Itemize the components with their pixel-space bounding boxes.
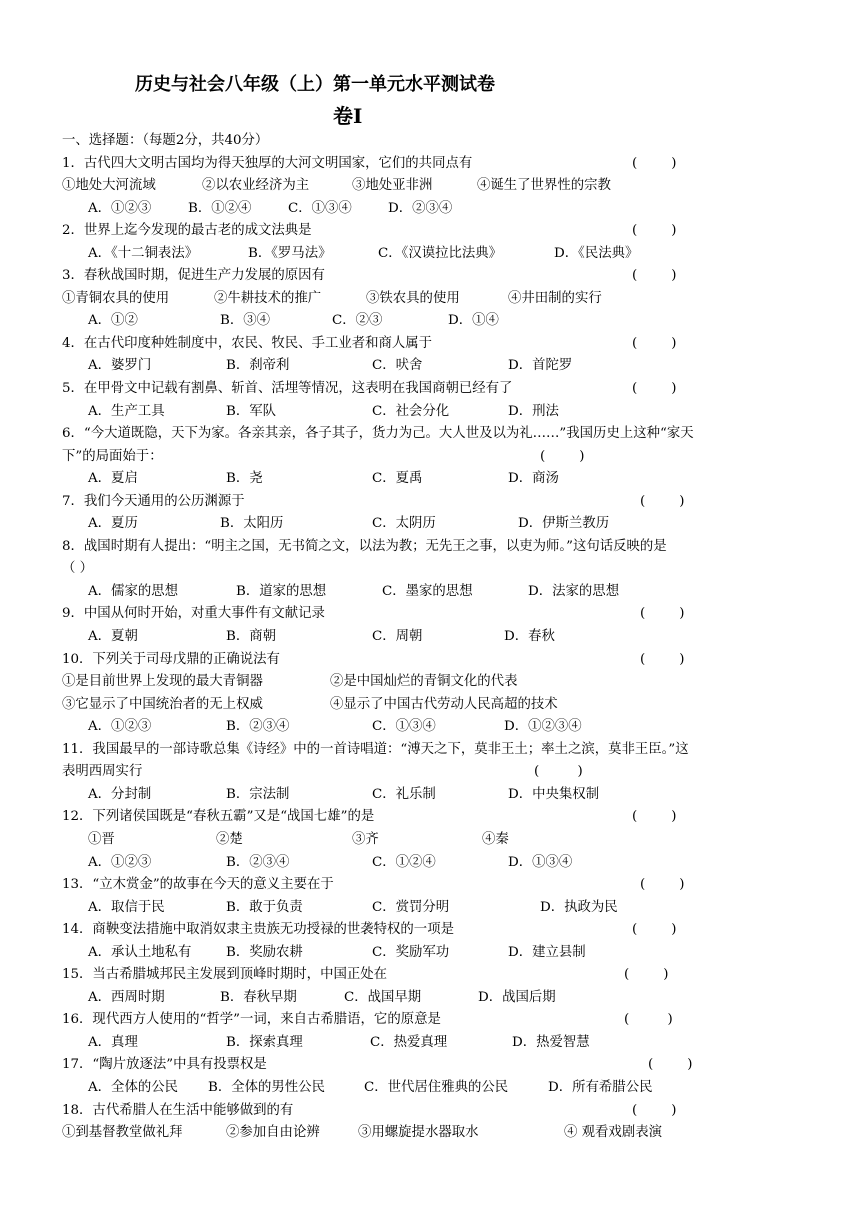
answer-option: A．《十二铜表法》 — [88, 245, 199, 261]
answer-option: C．战国早期 — [344, 989, 422, 1005]
question-line — [62, 513, 802, 536]
question-line — [62, 1122, 802, 1145]
answer-option: D．建立县制 — [508, 944, 586, 960]
question-text: 18．古代希腊人在生活中能够做到的有 — [62, 1102, 294, 1118]
answer-option: D．执政为民 — [540, 899, 618, 915]
answer-option: B．③④ — [220, 313, 271, 329]
question-line — [62, 1100, 802, 1123]
question-line — [62, 333, 802, 356]
question-text: 8．战国时期有人提出：“明主之国，无书简之文，以法为教；无先王之事，以吏为师。”这句话反映的是 — [62, 538, 667, 554]
question-text: 下”的局面始于： — [62, 448, 163, 464]
answer-option: B．道家的思想 — [236, 583, 327, 599]
question-text: 13．“立木赏金”的故事在今天的意义主要在于 — [62, 877, 334, 893]
answer-option: A．真理 — [88, 1034, 138, 1050]
question-line — [62, 829, 802, 852]
answer-option: A．夏朝 — [88, 629, 138, 645]
question-line — [62, 491, 802, 514]
answer-blank: ( ) — [640, 877, 685, 893]
answer-option: B．军队 — [226, 403, 277, 419]
answer-option: C．世代居住雅典的公民 — [364, 1079, 509, 1095]
answer-option: B．刹帝利 — [226, 358, 290, 374]
answer-blank: ( ) — [632, 809, 677, 825]
question-line — [62, 739, 802, 762]
question-text: 6．“今大道既隐，天下为家。各亲其亲，各子其子，货力为己。大人世及以为礼……”我国历史上这种“家天 — [62, 426, 694, 442]
answer-option: ①到基督教堂做礼拜 — [62, 1125, 183, 1141]
question-text: 5．在甲骨文中记载有割鼻、斩首、活埋等情况，这表明在我国商朝已经有了 — [62, 381, 513, 397]
answer-option: A．夏启 — [88, 471, 138, 487]
answer-option: C．社会分化 — [372, 403, 450, 419]
answer-option: C．赏罚分明 — [372, 899, 450, 915]
answer-option: B．②③④ — [226, 719, 290, 735]
answer-option: ①地处大河流域 — [62, 178, 156, 194]
answer-option: ④井田制的实行 — [508, 290, 602, 306]
answer-option: C．太阴历 — [372, 516, 436, 532]
question-line — [62, 919, 802, 942]
answer-option: D．战国后期 — [478, 989, 556, 1005]
answer-option: D．①③④ — [508, 854, 573, 870]
answer-option: C．奖励军功 — [372, 944, 450, 960]
question-line — [62, 942, 802, 965]
question-text: 4．在古代印度种姓制度中，农民、牧民、手工业者和商人属于 — [62, 335, 433, 351]
answer-option: D．首陀罗 — [508, 358, 573, 374]
answer-option: C．夏禹 — [372, 471, 423, 487]
answer-option: D．伊斯兰教历 — [518, 516, 610, 532]
answer-blank: ( ) — [534, 764, 583, 780]
answer-option: C．周朝 — [372, 629, 423, 645]
answer-option: A．全体的公民 — [88, 1079, 179, 1095]
question-line — [62, 626, 802, 649]
question-line — [62, 1054, 802, 1077]
question-line — [62, 153, 802, 176]
question-text: 12．下列诸侯国既是“春秋五霸”又是“战国七雄”的是 — [62, 809, 375, 825]
question-line — [62, 446, 802, 469]
question-text: 11．我国最早的一部诗歌总集《诗经》中的一首诗唱道：“溥天之下，莫非王土；率土之滨，莫非王臣。”这 — [62, 741, 689, 757]
answer-option: ③用螺旋提水器取水 — [358, 1125, 479, 1141]
answer-option: ④诞生了世界性的宗教 — [477, 178, 611, 194]
answer-option: ②牛耕技术的推广 — [214, 290, 322, 306]
answer-option: A．取信于民 — [88, 899, 165, 915]
question-line — [62, 716, 802, 739]
question-line — [62, 220, 802, 243]
question-line — [62, 355, 802, 378]
answer-option: ①晋 — [88, 831, 115, 847]
question-line — [62, 581, 802, 604]
question-line — [62, 175, 802, 198]
answer-option: A．儒家的思想 — [88, 583, 179, 599]
question-line — [62, 265, 802, 288]
question-text: 表明西周实行 — [62, 764, 143, 780]
answer-option: ④秦 — [482, 831, 509, 847]
answer-option: D．商汤 — [508, 471, 559, 487]
answer-option: D．法家的思想 — [528, 583, 620, 599]
answer-option: C．①②④ — [372, 854, 436, 870]
answer-blank: ( ) — [640, 606, 685, 622]
answer-option: D．②③④ — [388, 200, 453, 216]
answer-option: B．探索真理 — [226, 1034, 303, 1050]
question-line — [62, 806, 802, 829]
answer-option: D．所有希腊公民 — [548, 1079, 653, 1095]
answer-option: C．①③④ — [288, 200, 352, 216]
question-text: 10．下列关于司母戊鼎的正确说法有 — [62, 651, 280, 667]
question-text: 17．“陶片放逐法”中具有投票权是 — [62, 1057, 267, 1073]
answer-option: B．敢于负责 — [226, 899, 303, 915]
answer-option: B．奖励农耕 — [226, 944, 303, 960]
answer-option: ③它显示了中国统治者的无上权威 — [62, 696, 263, 712]
answer-option: C．礼乐制 — [372, 786, 436, 802]
answer-option: ①是目前世界上发现的最大青铜器 — [62, 674, 263, 690]
answer-option: ④ 观看戏剧表演 — [564, 1125, 662, 1141]
question-line — [62, 852, 802, 875]
question-text: 2．世界上迄今发现的最古老的成文法典是 — [62, 223, 312, 239]
answer-blank: ( ) — [540, 448, 585, 464]
answer-blank: ( ) — [640, 651, 685, 667]
question-line — [62, 671, 802, 694]
answer-option: A．生产工具 — [88, 403, 165, 419]
answer-blank: ( ) — [632, 922, 677, 938]
question-text: 3．春秋战国时期，促进生产力发展的原因有 — [62, 268, 325, 284]
answer-blank: ( ) — [624, 1012, 673, 1028]
question-line — [62, 874, 802, 897]
answer-option: B．太阳历 — [220, 516, 284, 532]
question-line — [62, 401, 802, 424]
answer-blank: ( ) — [632, 381, 677, 397]
answer-blank: ( ) — [632, 335, 677, 351]
answer-option: ②参加自由论辨 — [226, 1125, 320, 1141]
question-text: 9．中国从何时开始，对重大事件有文献记录 — [62, 606, 325, 622]
answer-option: D．①②③④ — [504, 719, 582, 735]
question-line — [62, 761, 802, 784]
answer-option: B．尧 — [226, 471, 263, 487]
answer-option: C．《汉谟拉比法典》 — [378, 245, 503, 261]
answer-option: A．①②③ — [88, 719, 152, 735]
answer-blank: ( ) — [624, 967, 669, 983]
answer-option: C．墨家的思想 — [382, 583, 473, 599]
question-text: 15．当古希腊城邦民主发展到顶峰时期时，中国正处在 — [62, 967, 388, 983]
answer-option: D．刑法 — [508, 403, 559, 419]
question-line — [62, 423, 802, 446]
question-line — [62, 649, 802, 672]
question-line — [62, 603, 802, 626]
answer-blank: ( ) — [632, 1102, 677, 1118]
answer-option: C．②③ — [332, 313, 383, 329]
answer-option: ②以农业经济为主 — [202, 178, 310, 194]
answer-option: C．吠舍 — [372, 358, 423, 374]
exam-subtitle: 卷Ⅰ — [333, 104, 363, 128]
question-text: 1．古代四大文明古国均为得天独厚的大河文明国家，它们的共同点有 — [62, 155, 473, 171]
answer-option: ③铁农具的使用 — [366, 290, 460, 306]
answer-option: A．婆罗门 — [88, 358, 152, 374]
question-content — [62, 130, 802, 1145]
question-text: 16．现代西方人使用的“哲学”一词，来自古希腊语，它的原意是 — [62, 1012, 441, 1028]
answer-option: B．春秋早期 — [220, 989, 297, 1005]
answer-option: B．②③④ — [226, 854, 290, 870]
answer-option: D．热爱智慧 — [512, 1034, 590, 1050]
answer-option: ④显示了中国古代劳动人民高超的技术 — [330, 696, 558, 712]
answer-option: B．宗法制 — [226, 786, 290, 802]
answer-option: C．热爱真理 — [370, 1034, 448, 1050]
answer-option: A．承认土地私有 — [88, 944, 192, 960]
question-text: 14．商鞅变法措施中取消奴隶主贵族无功授禄的世袭特权的一项是 — [62, 922, 454, 938]
section-heading: 一、选择题：（每题2分，共40分） — [62, 133, 269, 148]
question-line — [62, 468, 802, 491]
question-line — [62, 964, 802, 987]
answer-option: ①青铜农具的使用 — [62, 290, 170, 306]
answer-option: D．中央集权制 — [508, 786, 600, 802]
answer-blank: ( ) — [632, 223, 677, 239]
question-line — [62, 536, 802, 559]
answer-option: A．分封制 — [88, 786, 152, 802]
question-line — [62, 784, 802, 807]
answer-option: B．《罗马法》 — [248, 245, 332, 261]
answer-option: ③齐 — [352, 831, 379, 847]
question-line — [62, 243, 802, 266]
answer-option: A．①② — [88, 313, 138, 329]
question-line — [62, 558, 802, 581]
answer-option: C．①③④ — [372, 719, 436, 735]
question-line — [62, 1032, 802, 1055]
question-text: 7．我们今天通用的公历渊源于 — [62, 493, 245, 509]
answer-option: D．①④ — [448, 313, 499, 329]
question-line — [62, 694, 802, 717]
answer-option: B．①②④ — [188, 200, 252, 216]
question-line — [62, 1077, 802, 1100]
answer-blank: ( ) — [632, 155, 677, 171]
answer-blank: ( ) — [632, 268, 677, 284]
question-line — [62, 310, 802, 333]
answer-option: B．商朝 — [226, 629, 277, 645]
answer-option: ②楚 — [216, 831, 243, 847]
answer-option: A．①②③ — [88, 854, 152, 870]
answer-option: A．西周时期 — [88, 989, 165, 1005]
answer-option: D．春秋 — [504, 629, 555, 645]
question-line — [62, 987, 802, 1010]
answer-option: ③地处亚非洲 — [352, 178, 433, 194]
answer-option: ②是中国灿烂的青铜文化的代表 — [330, 674, 518, 690]
answer-option: D．《民法典》 — [554, 245, 639, 261]
answer-blank: ( ) — [640, 493, 685, 509]
answer-option: B．全体的男性公民 — [208, 1079, 325, 1095]
question-line — [62, 897, 802, 920]
answer-option: A．①②③ — [88, 200, 152, 216]
answer-option: A．夏历 — [88, 516, 138, 532]
question-text: （ ） — [62, 561, 94, 577]
question-line — [62, 288, 802, 311]
question-line — [62, 378, 802, 401]
question-line — [62, 1009, 802, 1032]
question-line — [62, 198, 802, 221]
exam-title: 历史与社会八年级（上）第一单元水平测试卷 — [135, 74, 495, 95]
answer-blank: ( ) — [648, 1057, 693, 1073]
